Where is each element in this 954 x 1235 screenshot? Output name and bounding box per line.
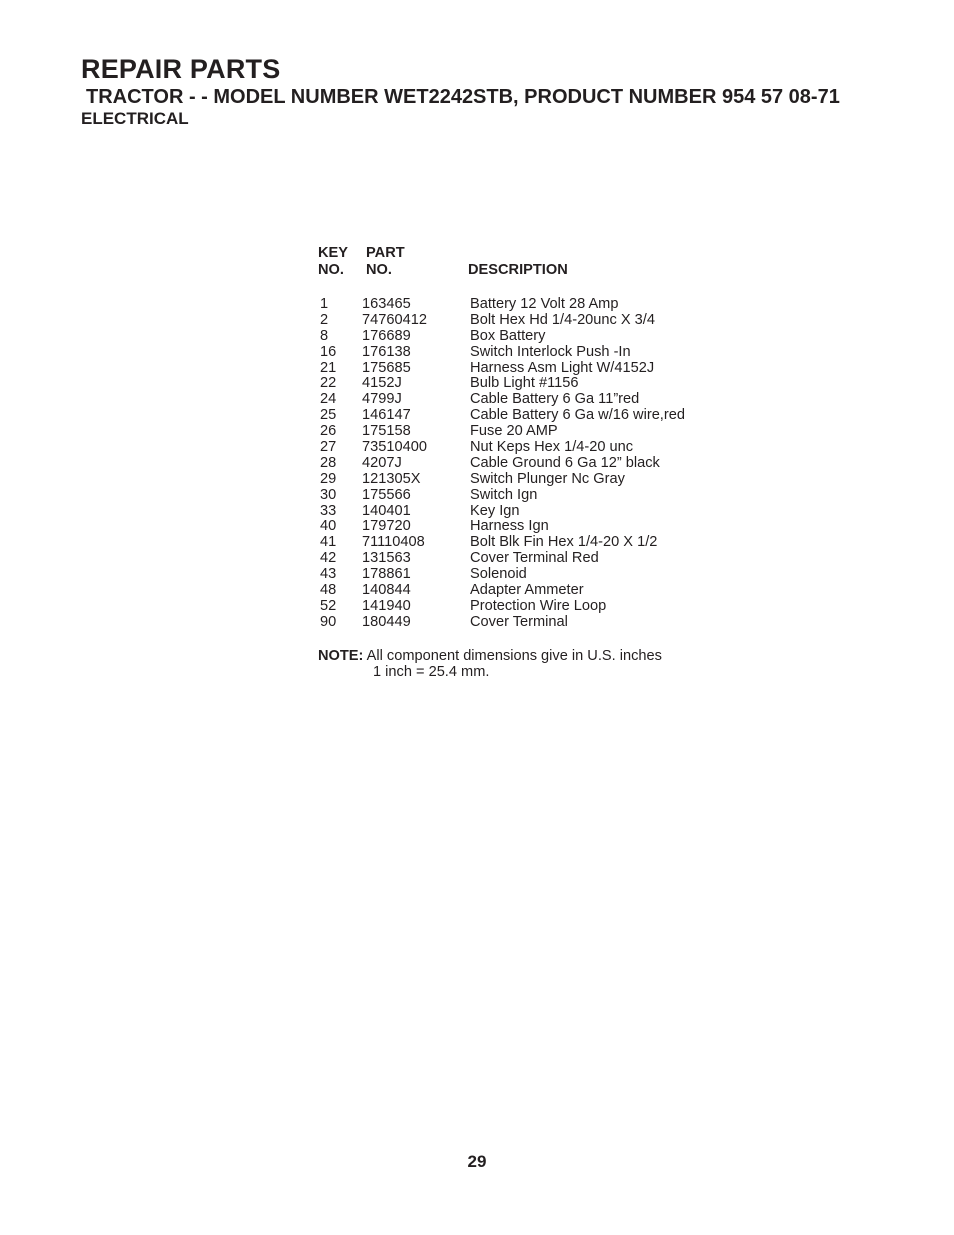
key-no-cell: 28 — [320, 454, 337, 471]
key-no-cell: 41 — [320, 534, 337, 551]
part-no-cell: 176138 — [362, 343, 411, 360]
key-header-bottom: NO. — [318, 262, 344, 278]
page-number: 29 — [467, 1152, 487, 1171]
key-no-cell: 26 — [320, 423, 337, 440]
key-no-cell: 42 — [320, 550, 337, 567]
part-header-top: PART — [366, 245, 405, 261]
part-no-cell: 179720 — [362, 518, 411, 535]
part-no-cell: 178861 — [362, 566, 411, 583]
description-cell: Fuse 20 AMP — [470, 423, 558, 440]
table-row — [318, 408, 738, 424]
key-no-cell: 1 — [320, 296, 329, 312]
description-cell: Adapter Ammeter — [470, 582, 584, 599]
table-row — [318, 345, 738, 361]
part-no-cell: 175158 — [362, 423, 411, 440]
part-no-cell: 141940 — [362, 597, 411, 614]
table-row — [318, 424, 738, 440]
part-no-cell: 140401 — [362, 502, 411, 519]
description-cell: Key Ign — [470, 502, 520, 519]
part-no-cell: 131563 — [362, 550, 411, 567]
table-row — [318, 551, 738, 567]
description-cell: Battery 12 Volt 28 Amp — [470, 296, 619, 312]
description-cell: Cover Terminal Red — [470, 550, 599, 567]
table-row — [318, 488, 738, 504]
table-row — [318, 599, 738, 615]
description-cell: Switch Interlock Push -In — [470, 343, 631, 360]
table-row — [318, 392, 738, 408]
description-cell: Bolt Hex Hd 1/4-20unc X 3/4 — [470, 311, 655, 328]
part-no-cell: 74760412 — [362, 311, 427, 328]
description-cell: Cable Ground 6 Ga 12” black — [470, 454, 660, 471]
description-cell: Switch Plunger Nc Gray — [470, 470, 625, 487]
description-header: DESCRIPTION — [468, 262, 568, 278]
key-no-cell: 2 — [320, 311, 329, 328]
key-no-cell: 90 — [320, 613, 337, 630]
table-row — [318, 567, 738, 583]
description-cell: Nut Keps Hex 1/4-20 unc — [470, 439, 634, 456]
part-no-cell: 4207J — [362, 454, 402, 471]
part-no-cell: 71110408 — [362, 534, 425, 551]
key-header-top: KEY — [318, 245, 349, 261]
table-row — [318, 297, 738, 313]
note-label: NOTE: — [318, 648, 364, 664]
part-no-cell: 4152J — [362, 375, 402, 392]
key-no-cell: 30 — [320, 486, 337, 503]
key-no-cell: 52 — [320, 597, 337, 614]
description-cell: Cover Terminal — [470, 613, 568, 630]
key-no-cell: 33 — [320, 502, 337, 519]
note-line-2: 1 inch = 25.4 mm. — [373, 663, 490, 680]
model-subtitle: TRACTOR - - MODEL NUMBER WET2242STB, PRODUCT NUMBER 954 57 08-71 — [86, 86, 840, 108]
page-title: REPAIR PARTS — [81, 54, 281, 84]
key-no-cell: 25 — [320, 407, 337, 424]
key-no-cell: 27 — [320, 439, 337, 456]
description-cell: Protection Wire Loop — [470, 597, 607, 614]
key-no-cell: 43 — [320, 566, 337, 583]
key-no-cell: 29 — [320, 470, 337, 487]
table-row — [318, 361, 738, 377]
description-cell: Bolt Blk Fin Hex 1/4-20 X 1/2 — [470, 534, 658, 551]
key-no-cell: 40 — [320, 518, 337, 535]
part-no-cell: 175566 — [362, 486, 411, 503]
part-header-bottom: NO. — [366, 262, 392, 278]
part-no-cell: 121305X — [362, 470, 421, 487]
note-line-1: All component dimensions give in U.S. inches — [366, 648, 662, 664]
description-cell: Solenoid — [470, 566, 527, 583]
description-cell: Cable Battery 6 Ga w/16 wire,red — [470, 407, 685, 424]
table-row — [318, 472, 738, 488]
table-row — [318, 329, 738, 345]
part-no-cell: 175685 — [362, 359, 411, 376]
part-no-cell: 163465 — [362, 296, 411, 312]
table-row — [318, 456, 738, 472]
parts-list — [318, 245, 738, 630]
part-no-cell: 180449 — [362, 613, 411, 630]
table-row — [318, 535, 738, 551]
table-row — [318, 440, 738, 456]
note — [318, 649, 662, 680]
table-row — [318, 615, 738, 631]
key-no-cell: 21 — [320, 359, 337, 376]
part-no-cell: 73510400 — [362, 439, 427, 456]
description-cell: Cable Battery 6 Ga 11”red — [470, 391, 640, 408]
part-no-cell: 146147 — [362, 407, 411, 424]
section-heading: ELECTRICAL — [81, 109, 189, 128]
part-no-cell: 140844 — [362, 582, 411, 599]
description-cell: Switch Ign — [470, 486, 538, 503]
table-row — [318, 504, 738, 520]
description-cell: Harness Asm Light W/4152J — [470, 359, 655, 376]
part-no-cell: 4799J — [362, 391, 402, 408]
part-no-cell: 176689 — [362, 327, 411, 344]
key-no-cell: 8 — [320, 327, 329, 344]
key-no-cell: 22 — [320, 375, 337, 392]
table-row — [318, 519, 738, 535]
parts-list-header — [318, 245, 738, 281]
description-cell: Box Battery — [470, 327, 546, 344]
description-cell: Bulb Light #1156 — [470, 375, 579, 392]
table-row — [318, 583, 738, 599]
key-no-cell: 24 — [320, 391, 337, 408]
table-row — [318, 376, 738, 392]
description-cell: Harness Ign — [470, 518, 549, 535]
table-row — [318, 313, 738, 329]
key-no-cell: 16 — [320, 343, 337, 360]
key-no-cell: 48 — [320, 582, 337, 599]
parts-rows — [318, 297, 738, 631]
